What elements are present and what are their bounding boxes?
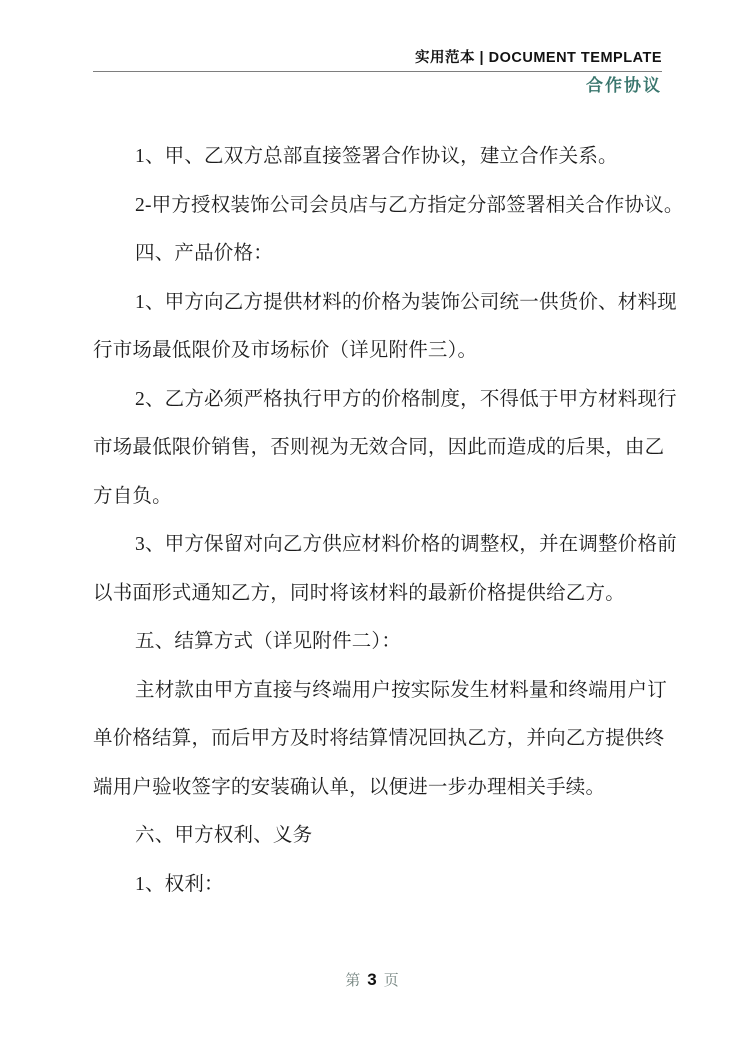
paragraph-line: 四、产品价格：: [135, 243, 273, 264]
header-doc-title: 合作协议: [586, 76, 662, 95]
paragraph-line: 六、甲方权利、义务: [135, 825, 313, 846]
paragraph-line: 2-甲方授权装饰公司会员店与乙方指定分部签署相关合作协议。: [135, 194, 684, 216]
header-divider: [93, 71, 662, 72]
paragraph-line: 1、甲方向乙方提供材料的价格为装饰公司统一供货价、材料现: [135, 291, 677, 313]
paragraph-line: 方自负。: [93, 485, 172, 507]
page-number: 3: [367, 970, 377, 989]
page-number-suffix: 页: [383, 973, 399, 989]
paragraph-line: 2、乙方必须严格执行甲方的价格制度，不得低于甲方材料现行: [135, 388, 677, 410]
paragraph-line: 1、权利：: [135, 873, 224, 895]
document-body: [93, 133, 684, 909]
paragraph-line: 以书面形式通知乙方，同时将该材料的最新价格提供给乙方。: [93, 582, 625, 604]
paragraph-line: 端用户验收签字的安装确认单，以便进一步办理相关手续。: [93, 776, 606, 798]
page-number-prefix: 第: [345, 973, 361, 989]
paragraph-line: 3、甲方保留对向乙方供应材料价格的调整权，并在调整价格前: [135, 534, 677, 555]
paragraph-line: 行市场最低限价及市场标价（详见附件三）。: [93, 340, 478, 361]
page-footer: [0, 968, 744, 993]
header-brand-text: 实用范本 | DOCUMENT TEMPLATE: [415, 50, 662, 66]
page-header: [93, 49, 662, 97]
paragraph-line: 主材款由甲方直接与终端用户按实际发生材料量和终端用户订: [135, 679, 667, 701]
paragraph-line: 单价格结算，而后甲方及时将结算情况回执乙方，并向乙方提供终: [93, 728, 665, 749]
paragraph-line: 1、甲、乙双方总部直接签署合作协议，建立合作关系。: [135, 146, 618, 167]
paragraph-line: 市场最低限价销售，否则视为无效合同，因此而造成的后果，由乙: [93, 437, 665, 458]
paragraph-line: 五、结算方式（详见附件二）：: [135, 631, 402, 652]
